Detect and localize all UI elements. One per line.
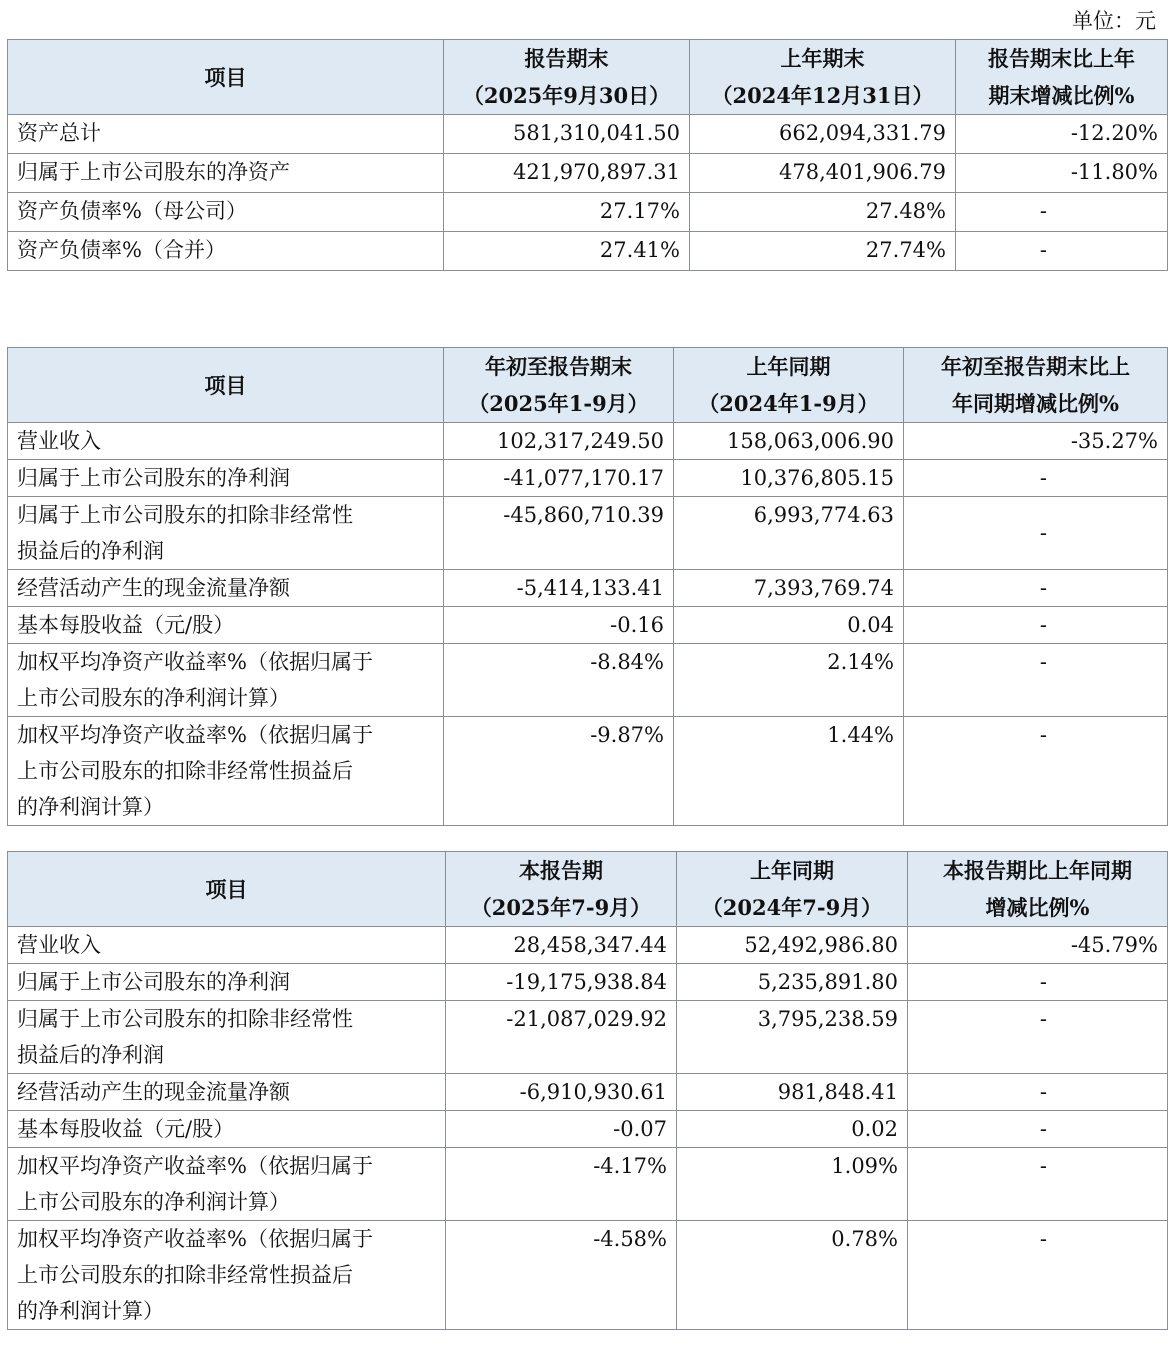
row-item: 加权平均净资产收益率%（依据归属于 上市公司股东的扣除非经常性损益后 的净利润计算）: [8, 1221, 446, 1330]
row-previous: 662,094,331.79: [690, 115, 956, 154]
header-previous: 上年同期 （2024年7-9月）: [677, 852, 908, 927]
row-change: -: [904, 607, 1168, 644]
row-current: 581,310,041.50: [444, 115, 690, 154]
row-previous: 6,993,774.63: [674, 497, 904, 570]
row-item: 基本每股收益（元/股）: [8, 1111, 446, 1148]
table-header-row: [8, 348, 1168, 423]
row-current: 27.17%: [444, 193, 690, 232]
table-row: [8, 115, 1168, 154]
row-current: -9.87%: [444, 717, 674, 826]
table-row: [8, 607, 1168, 644]
table-row: [8, 1111, 1168, 1148]
table-row: [8, 717, 1168, 826]
row-change: -: [904, 460, 1168, 497]
ytd-income-table: [7, 347, 1168, 826]
row-current: -8.84%: [444, 644, 674, 717]
table-row: [8, 1074, 1168, 1111]
row-item: 资产总计: [8, 115, 444, 154]
table-row: [8, 570, 1168, 607]
table-row: [8, 1148, 1168, 1221]
table-row: [8, 423, 1168, 460]
row-change: -12.20%: [956, 115, 1168, 154]
row-previous: 0.02: [677, 1111, 908, 1148]
row-current: -0.16: [444, 607, 674, 644]
row-previous: 27.74%: [690, 232, 956, 271]
header-item: 项目: [8, 40, 444, 115]
row-previous: 52,492,986.80: [677, 927, 908, 964]
row-current: -5,414,133.41: [444, 570, 674, 607]
row-previous: 1.09%: [677, 1148, 908, 1221]
row-previous: 0.04: [674, 607, 904, 644]
row-previous: 0.78%: [677, 1221, 908, 1330]
row-item: 加权平均净资产收益率%（依据归属于 上市公司股东的净利润计算）: [8, 1148, 446, 1221]
table-row: [8, 497, 1168, 570]
row-change: -45.79%: [908, 927, 1168, 964]
row-current: -41,077,170.17: [444, 460, 674, 497]
row-current: -0.07: [446, 1111, 677, 1148]
row-change: -: [956, 193, 1168, 232]
row-previous: 2.14%: [674, 644, 904, 717]
row-current: -4.58%: [446, 1221, 677, 1330]
row-item: 归属于上市公司股东的净资产: [8, 154, 444, 193]
row-change: -: [908, 1111, 1168, 1148]
row-change: -: [956, 232, 1168, 271]
header-previous: 上年同期 （2024年1-9月）: [674, 348, 904, 423]
table-header-row: [8, 852, 1168, 927]
header-item: 项目: [8, 852, 446, 927]
row-current: -4.17%: [446, 1148, 677, 1221]
row-change: -: [908, 1221, 1168, 1330]
table-row: [8, 154, 1168, 193]
row-previous: 7,393,769.74: [674, 570, 904, 607]
row-previous: 158,063,006.90: [674, 423, 904, 460]
row-current: -6,910,930.61: [446, 1074, 677, 1111]
header-change: 本报告期比上年同期 增减比例%: [908, 852, 1168, 927]
table-row: [8, 1221, 1168, 1330]
row-current: -21,087,029.92: [446, 1001, 677, 1074]
unit-label: 单位：元: [1072, 9, 1156, 33]
row-current: -45,860,710.39: [444, 497, 674, 570]
row-item: 资产负债率%（母公司）: [8, 193, 444, 232]
header-change: 年初至报告期末比上 年同期增减比例%: [904, 348, 1168, 423]
row-previous: 981,848.41: [677, 1074, 908, 1111]
row-current: -19,175,938.84: [446, 964, 677, 1001]
table-row: [8, 927, 1168, 964]
row-item: 加权平均净资产收益率%（依据归属于 上市公司股东的扣除非经常性损益后 的净利润计算）: [8, 717, 444, 826]
row-previous: 5,235,891.80: [677, 964, 908, 1001]
row-item: 归属于上市公司股东的扣除非经常性 损益后的净利润: [8, 497, 444, 570]
header-current: 年初至报告期末 （2025年1-9月）: [444, 348, 674, 423]
row-change: -: [908, 964, 1168, 1001]
balance-sheet-table: [7, 39, 1168, 271]
quarter-income-table: [7, 851, 1168, 1330]
row-current: 102,317,249.50: [444, 423, 674, 460]
row-change: -: [908, 1074, 1168, 1111]
header-change: 报告期末比上年 期末增减比例%: [956, 40, 1168, 115]
table-row: [8, 460, 1168, 497]
row-item: 归属于上市公司股东的净利润: [8, 460, 444, 497]
table-row: [8, 232, 1168, 271]
table-row: [8, 964, 1168, 1001]
row-change: -35.27%: [904, 423, 1168, 460]
row-change: -11.80%: [956, 154, 1168, 193]
row-item: 归属于上市公司股东的扣除非经常性 损益后的净利润: [8, 1001, 446, 1074]
table-row: [8, 1001, 1168, 1074]
row-change: -: [904, 497, 1168, 570]
row-previous: 27.48%: [690, 193, 956, 232]
row-change: -: [908, 1148, 1168, 1221]
row-item: 资产负债率%（合并）: [8, 232, 444, 271]
row-item: 经营活动产生的现金流量净额: [8, 1074, 446, 1111]
row-current: 421,970,897.31: [444, 154, 690, 193]
row-change: -: [904, 644, 1168, 717]
row-current: 27.41%: [444, 232, 690, 271]
header-previous: 上年期末 （2024年12月31日）: [690, 40, 956, 115]
row-item: 营业收入: [8, 927, 446, 964]
row-change: -: [904, 570, 1168, 607]
row-previous: 10,376,805.15: [674, 460, 904, 497]
row-previous: 3,795,238.59: [677, 1001, 908, 1074]
row-change: -: [908, 1001, 1168, 1074]
row-previous: 1.44%: [674, 717, 904, 826]
row-item: 营业收入: [8, 423, 444, 460]
row-item: 加权平均净资产收益率%（依据归属于 上市公司股东的净利润计算）: [8, 644, 444, 717]
row-item: 基本每股收益（元/股）: [8, 607, 444, 644]
row-previous: 478,401,906.79: [690, 154, 956, 193]
header-current: 报告期末 （2025年9月30日）: [444, 40, 690, 115]
table-header-row: [8, 40, 1168, 115]
row-item: 归属于上市公司股东的净利润: [8, 964, 446, 1001]
row-item: 经营活动产生的现金流量净额: [8, 570, 444, 607]
table-row: [8, 644, 1168, 717]
table-row: [8, 193, 1168, 232]
header-current: 本报告期 （2025年7-9月）: [446, 852, 677, 927]
header-item: 项目: [8, 348, 444, 423]
row-change: -: [904, 717, 1168, 826]
row-current: 28,458,347.44: [446, 927, 677, 964]
